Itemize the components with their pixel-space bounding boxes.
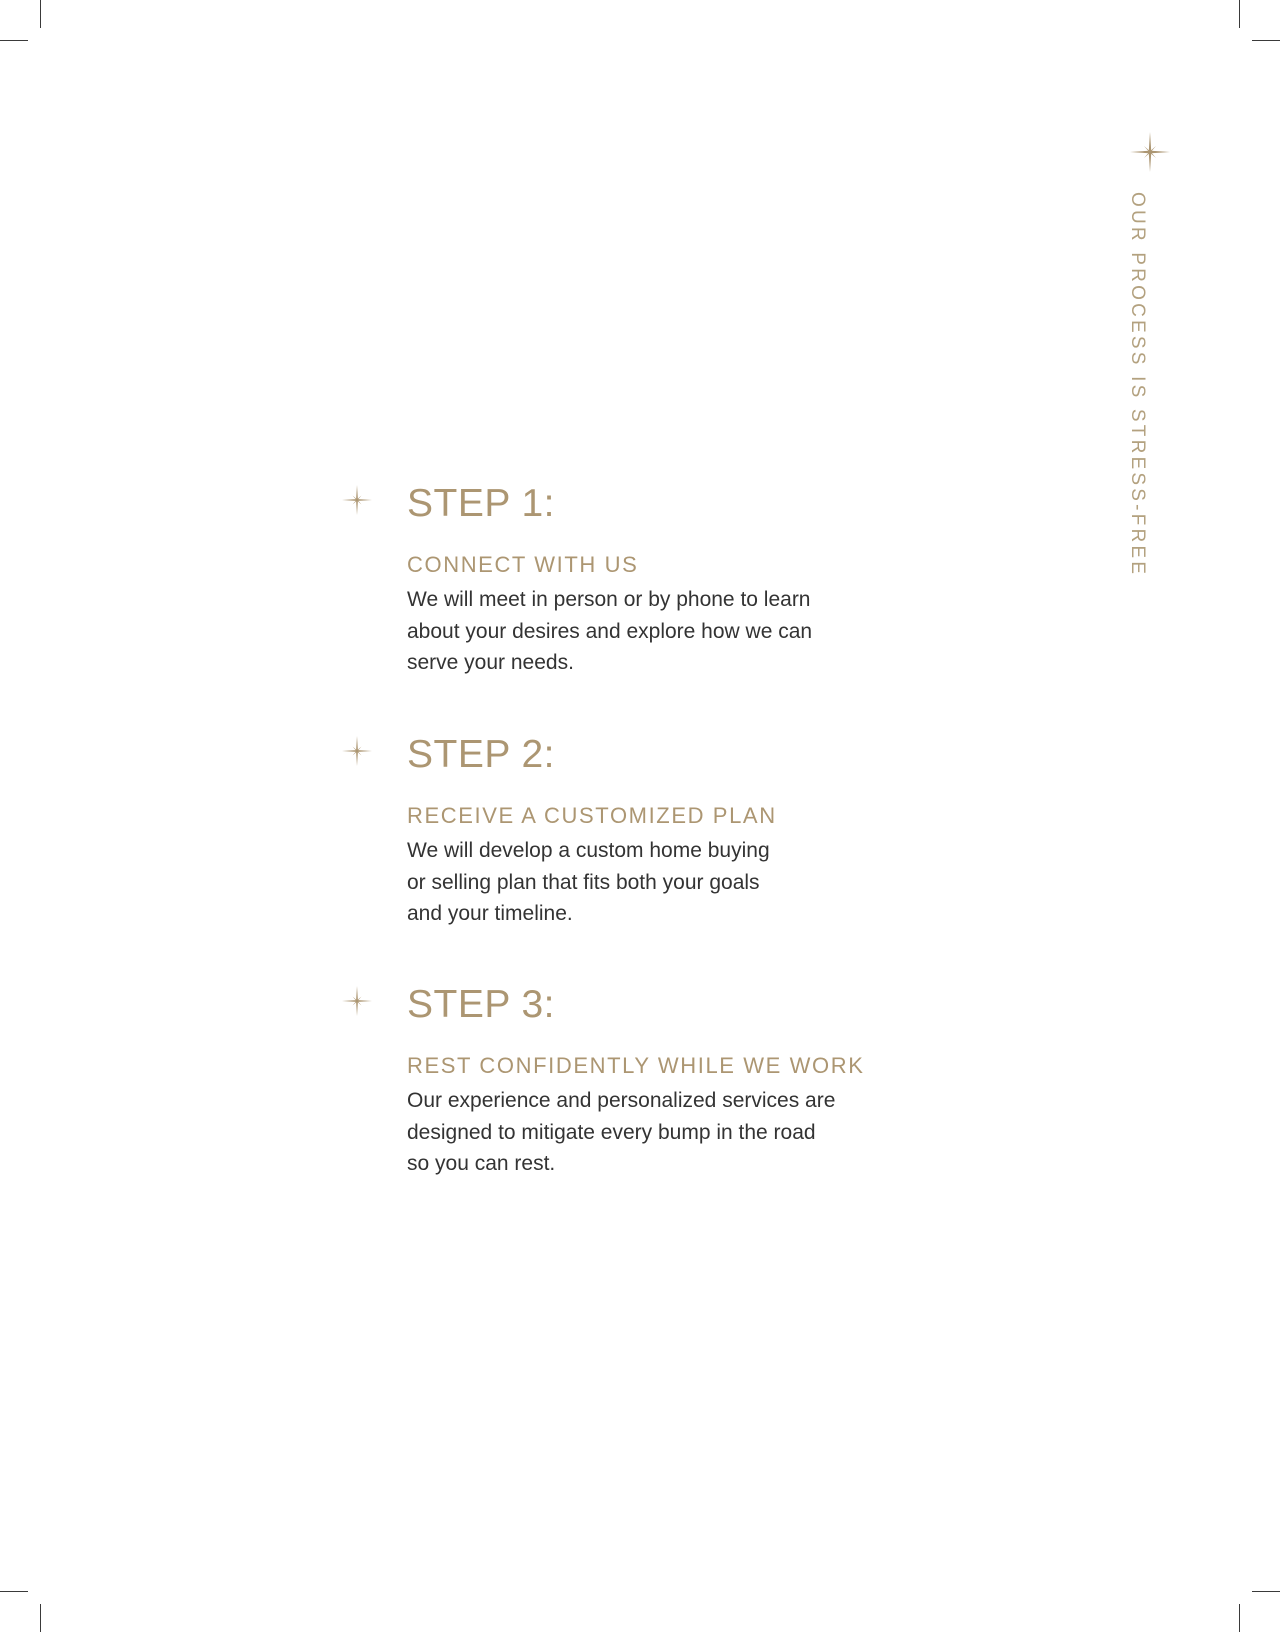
- step-title: STEP 2:: [407, 733, 556, 776]
- step-subtitle: RECEIVE A CUSTOMIZED PLAN: [407, 803, 777, 828]
- step-body-line: We will meet in person or by phone to learn: [407, 588, 811, 611]
- sparkle-icon: [341, 735, 373, 767]
- step-body-line: Our experience and personalized services are: [407, 1089, 836, 1112]
- sparkle-icon: [341, 484, 373, 516]
- crop-mark-top-right-horizontal: [1252, 40, 1280, 41]
- step-body-line: so you can rest.: [407, 1152, 556, 1175]
- crop-mark-top-left-vertical: [40, 0, 41, 28]
- step-title: STEP 1:: [407, 482, 556, 525]
- step-body-line: We will develop a custom home buying: [407, 839, 770, 862]
- side-title: OUR PROCESS IS STRESS-FREE: [1127, 192, 1148, 578]
- step-body: [407, 1085, 867, 1180]
- step-body-line: designed to mitigate every bump in the road: [407, 1120, 816, 1144]
- step-subtitle: CONNECT WITH US: [407, 552, 639, 577]
- step-body: [407, 835, 867, 930]
- step-title: STEP 3:: [407, 983, 556, 1026]
- step-subtitle: REST CONFIDENTLY WHILE WE WORK: [407, 1053, 865, 1078]
- crop-mark-bottom-right-vertical: [1239, 1604, 1240, 1632]
- sparkle-icon: [1128, 130, 1172, 174]
- step-2: [407, 733, 867, 930]
- step-3: [407, 983, 867, 1180]
- sparkle-icon: [341, 985, 373, 1017]
- step-body-line: about your desires and explore how we can: [407, 619, 813, 643]
- step-body-line: and your timeline.: [407, 902, 573, 925]
- crop-mark-bottom-right-horizontal: [1252, 1591, 1280, 1592]
- step-body-line: serve your needs.: [407, 651, 574, 674]
- step-body: [407, 584, 867, 679]
- crop-mark-bottom-left-horizontal: [0, 1591, 28, 1592]
- step-body-line: or selling plan that fits both your goals: [407, 870, 760, 894]
- step-1: [407, 482, 867, 679]
- crop-mark-bottom-left-vertical: [40, 1604, 41, 1632]
- crop-mark-top-right-vertical: [1239, 0, 1240, 28]
- crop-mark-top-left-horizontal: [0, 40, 28, 41]
